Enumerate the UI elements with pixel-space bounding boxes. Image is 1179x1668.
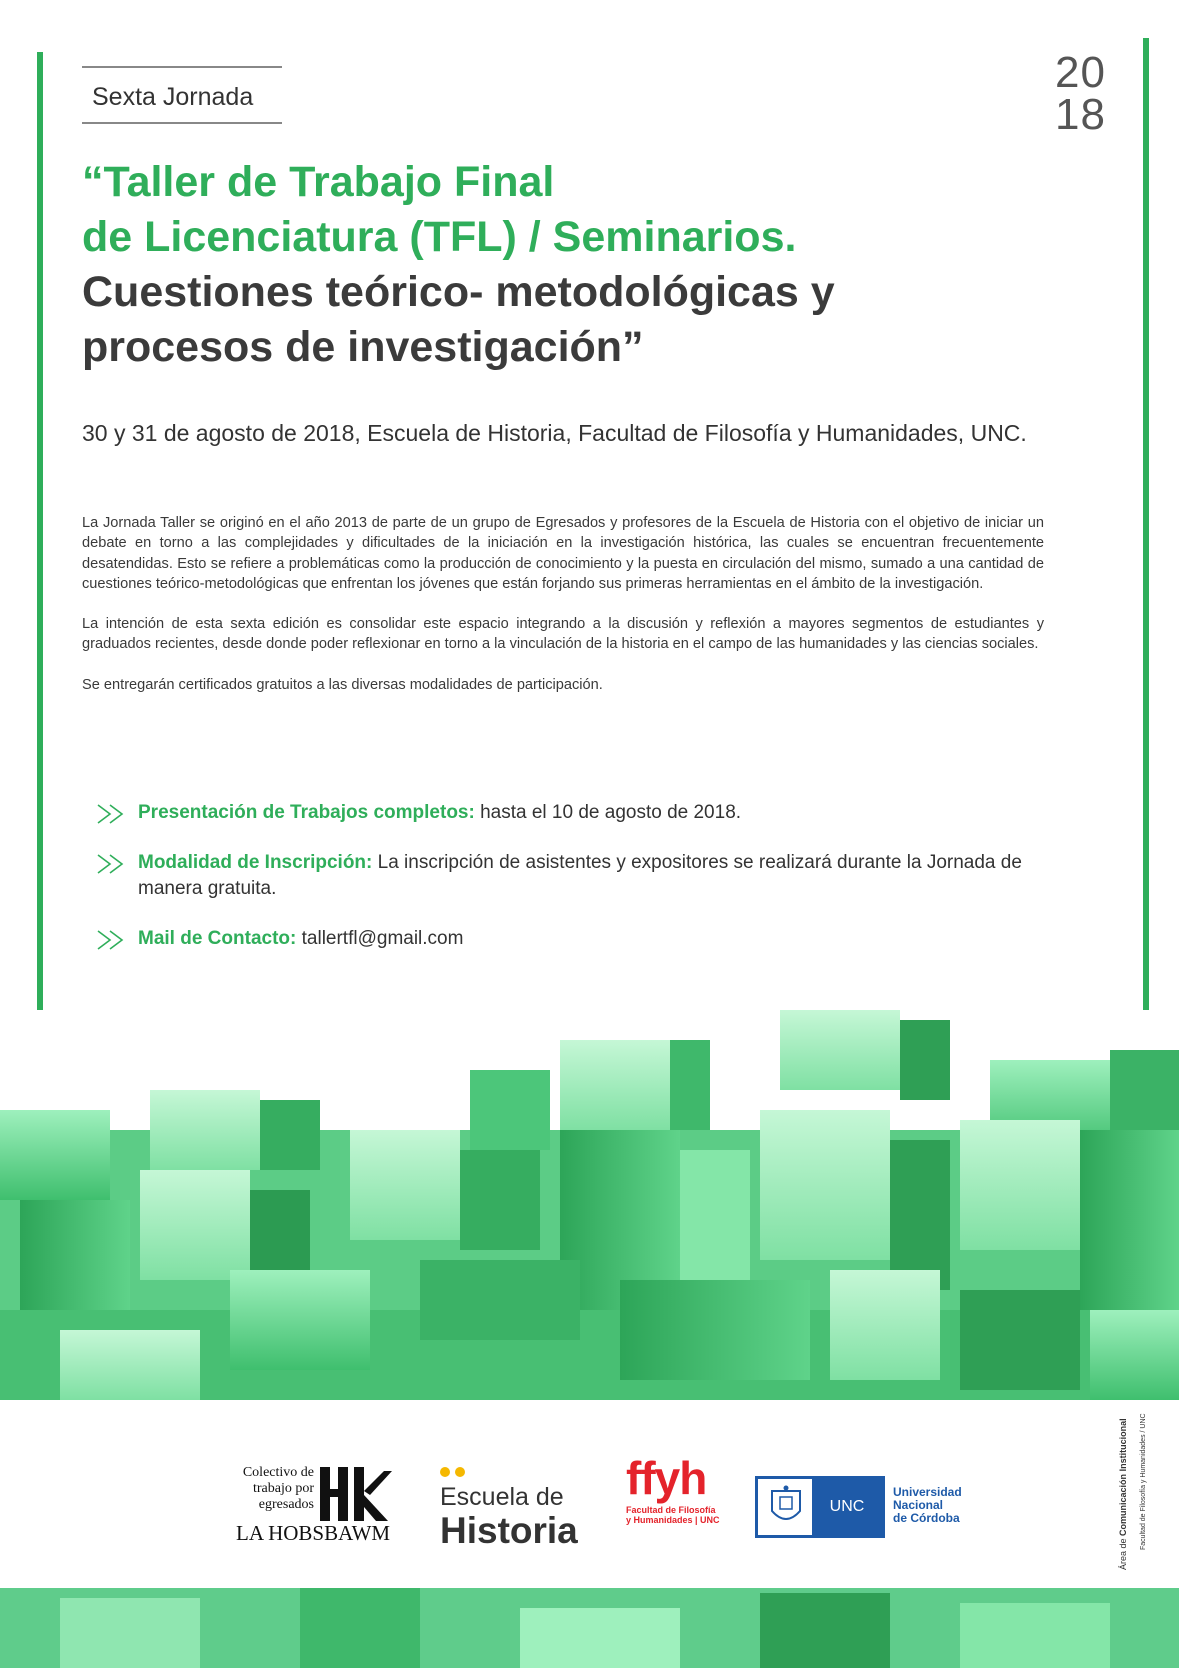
- title-line-3: Cuestiones teórico- metodológicas y: [82, 268, 835, 316]
- item-text: hasta el 10 de agosto de 2018.: [474, 802, 742, 823]
- unc-crest-icon: [766, 1485, 806, 1529]
- description: [82, 513, 1044, 715]
- double-chevron-icon: [96, 853, 128, 875]
- hobsbawm-line-2: trabajo por: [252, 1481, 314, 1496]
- item-label: Mail de Contacto:: [138, 928, 297, 949]
- info-list: [96, 800, 1056, 976]
- paragraph-certificates: Se entregarán certificados gratuitos a las diversas modalidades de participación.: [82, 676, 603, 693]
- event-title: [82, 155, 1082, 375]
- ffyh-wordmark: ffyh: [626, 1452, 707, 1504]
- hobsbawm-emblem-icon: [318, 1465, 398, 1523]
- list-item-contact: [96, 926, 1056, 952]
- blocks-illustration-bottom: [0, 1588, 1179, 1668]
- item-label: Modalidad de Inscripción:: [138, 852, 373, 873]
- double-chevron-icon: [96, 929, 128, 951]
- paragraph-origin: La Jornada Taller se originó en el año 2013 de parte de un grupo de Egresados y profesores de la Escuela de Historia con el objetivo de iniciar un debate en torno a las complejidades y dificultades de la iniciación en la investigación histórica, las cuales se encuentran frecuentemente desatendidas. Esto se refiere a problemáticas como la producción de conocimiento y la puesta en circulación del mismo, sumado a una cantidad de cuestiones teórico-metodológicas que enfrentan los jóvenes que están forjando sus primeras herramientas en el ámbito de la investigación.: [82, 515, 1044, 592]
- green-blocks-image: [0, 1010, 1179, 1400]
- year-line-2: 18: [1055, 90, 1106, 139]
- paragraph-intention: La intención de esta sexta edición es consolidar este espacio integrando a la discusión y reflexión a mayores segmentos de estudiantes y graduados recientes, desde donde poder reflexionar en torno a la vinculación de la historia en el campo de las humanidades y las ciencias sociales.: [82, 616, 1044, 653]
- area-line-1: Área de: [1118, 1538, 1128, 1570]
- hobsbawm-line-3: egresados: [258, 1497, 314, 1512]
- list-item-submission: [96, 800, 1056, 826]
- item-label: Presentación de Trabajos completos:: [138, 802, 475, 823]
- escuela-line-2: Historia: [440, 1510, 578, 1551]
- ffyh-sub-1: Facultad de Filosofía: [626, 1505, 716, 1515]
- list-item-registration: [96, 850, 1056, 902]
- area-line-5: y Humanidades / UNC: [1140, 1413, 1147, 1484]
- green-blocks-image-bottom: [0, 1588, 1179, 1668]
- title-line-4: procesos de investigación”: [82, 323, 644, 371]
- unc-logo: [755, 1476, 975, 1546]
- year-line-1: 20: [1055, 48, 1106, 97]
- item-text[interactable]: tallertfl@gmail.com: [296, 928, 464, 949]
- unc-box: [755, 1476, 885, 1538]
- unc-line-3: de Córdoba: [893, 1511, 960, 1525]
- hobsbawm-logo: [236, 1465, 406, 1545]
- ffyh-sub-2: y Humanidades | UNC: [626, 1515, 720, 1525]
- title-line-2: de Licenciatura (TFL) / Seminarios.: [82, 213, 797, 261]
- area-line-2: Comunicación: [1118, 1473, 1128, 1536]
- year-mark: [1055, 48, 1106, 139]
- double-chevron-icon: [96, 803, 128, 825]
- edition-label: Sexta Jornada: [82, 66, 282, 124]
- date-venue: 30 y 31 de agosto de 2018, Escuela de Historia, Facultad de Filosofía y Humanidades, UNC.: [82, 420, 1027, 446]
- ffyh-logo: [626, 1452, 746, 1555]
- hobsbawm-line-1: Colectivo de: [242, 1465, 314, 1480]
- logos-bar: [0, 1400, 1179, 1588]
- title-line-1: “Taller de Trabajo Final: [82, 158, 555, 206]
- unc-line-2: Nacional: [893, 1498, 944, 1512]
- escuela-line-1: Escuela de: [440, 1483, 564, 1511]
- right-rule: [1143, 38, 1149, 1031]
- left-rule: [37, 52, 43, 1031]
- unc-short: UNC: [812, 1479, 882, 1535]
- item-text: La inscripción de asistentes y expositores se realizará durante la Jornada de manera gratuita.: [138, 852, 1022, 899]
- hobsbawm-name: LA HOBSBAWM: [236, 1521, 391, 1545]
- unc-line-1: Universidad: [893, 1485, 962, 1499]
- area-comunicacion-credit: [1118, 1413, 1164, 1570]
- escuela-historia-logo: [440, 1465, 600, 1555]
- area-line-3: Institucional: [1118, 1418, 1128, 1472]
- blocks-illustration: [0, 1010, 1179, 1400]
- area-line-4: Facultad de Filosofía: [1140, 1485, 1147, 1550]
- escuela-dots-icon: [440, 1466, 470, 1478]
